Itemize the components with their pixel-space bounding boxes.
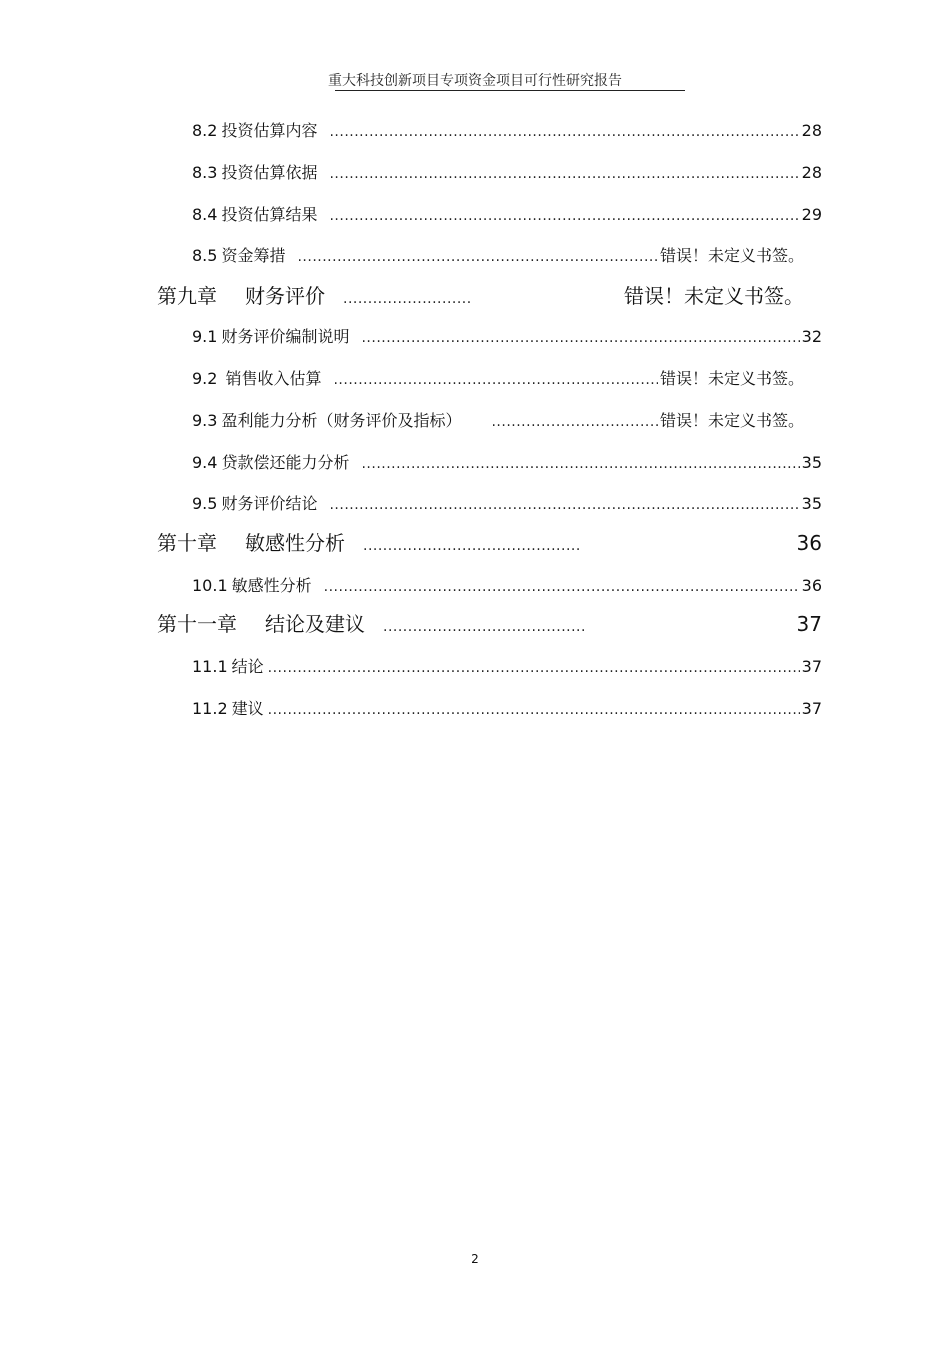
toc-chapter-title: 结论及建议 (265, 612, 365, 636)
toc-entry-page: 37 (801, 657, 822, 676)
toc-chapter-page: 37 (796, 612, 822, 636)
toc-entry-number: 8.5 (192, 246, 218, 265)
toc-dot-leader (333, 372, 658, 388)
toc-entry-page: 错误！未定义书签。 (659, 246, 804, 265)
toc-entry-page: 32 (801, 327, 822, 346)
toc-chapter-9[interactable] (157, 280, 822, 312)
toc-chapter-10[interactable] (157, 527, 822, 559)
toc-entry-page: 29 (801, 205, 822, 224)
toc-entry-number: 10.1 (192, 576, 228, 595)
toc-chapter-number: 第十章 (157, 531, 217, 555)
toc-entry-10-1[interactable] (192, 573, 822, 599)
toc-entry-page: 错误！未定义书签。 (659, 411, 804, 430)
toc-chapter-number: 第九章 (157, 284, 217, 308)
toc-chapter-number: 第十一章 (157, 612, 237, 636)
toc-entry-8-2[interactable] (192, 118, 822, 144)
toc-entry-9-2[interactable] (192, 366, 822, 392)
toc-entry-number: 9.5 (192, 494, 218, 513)
toc-entry-number: 9.2 (192, 369, 218, 388)
toc-entry-title: 敏感性分析 (231, 576, 312, 595)
toc-dot-leader (329, 124, 799, 140)
toc-entry-title: 贷款偿还能力分析 (221, 453, 350, 472)
running-header: 重大科技创新项目专项资金项目可行性研究报告 (328, 73, 622, 89)
toc-entry-page: 28 (801, 121, 822, 140)
toc-entry-8-4[interactable] (192, 202, 822, 228)
toc-chapter-11[interactable] (157, 608, 822, 640)
toc-entry-8-3[interactable] (192, 160, 822, 186)
toc-entry-title: 建议 (231, 699, 264, 718)
toc-dot-leader (361, 456, 799, 472)
toc-entry-11-1[interactable] (192, 654, 822, 680)
toc-entry-page: 36 (801, 576, 822, 595)
toc-entry-number: 8.2 (192, 121, 218, 140)
toc-entry-page: 35 (801, 494, 822, 513)
toc-entry-page: 错误！未定义书签。 (659, 369, 804, 388)
toc-entry-title: 投资估算依据 (221, 163, 318, 182)
toc-entry-title: 销售收入估算 (225, 369, 322, 388)
toc-entry-9-1[interactable] (192, 324, 822, 350)
toc-dot-leader (363, 538, 579, 554)
toc-dot-leader (491, 414, 658, 430)
toc-dot-leader (329, 208, 799, 224)
toc-entry-title: 财务评价结论 (221, 494, 318, 513)
toc-dot-leader (383, 619, 587, 635)
toc-chapter-page: 错误！未定义书签。 (624, 284, 804, 308)
toc-dot-leader (268, 660, 800, 676)
toc-entry-page: 28 (801, 163, 822, 182)
toc-entry-title: 结论 (231, 657, 264, 676)
header-rule (335, 90, 685, 91)
toc-entry-9-5[interactable] (192, 491, 822, 517)
toc-chapter-page: 36 (796, 531, 822, 555)
toc-entry-title: 投资估算内容 (221, 121, 318, 140)
toc-dot-leader (329, 497, 799, 513)
toc-dot-leader (324, 579, 800, 595)
toc-entry-title: 财务评价编制说明 (221, 327, 350, 346)
toc-entry-11-2[interactable] (192, 696, 822, 722)
toc-entry-number: 11.2 (192, 699, 228, 718)
toc-entry-number: 9.1 (192, 327, 218, 346)
toc-dot-leader (268, 702, 800, 718)
toc-entry-9-4[interactable] (192, 450, 822, 476)
toc-dot-leader (361, 330, 799, 346)
toc-entry-number: 8.4 (192, 205, 218, 224)
page-number: 2 (471, 1252, 479, 1266)
toc-dot-leader (343, 291, 471, 307)
toc-entry-title: 盈利能力分析（财务评价及指标） (221, 411, 462, 430)
toc-entry-title: 资金筹措 (221, 246, 286, 265)
toc-entry-page: 37 (801, 699, 822, 718)
toc-entry-9-3[interactable] (192, 408, 822, 434)
toc-dot-leader (329, 166, 799, 182)
toc-entry-title: 投资估算结果 (221, 205, 318, 224)
toc-entry-page: 35 (801, 453, 822, 472)
toc-chapter-title: 财务评价 (245, 284, 325, 308)
toc-dot-leader (297, 249, 658, 265)
toc-entry-number: 9.4 (192, 453, 218, 472)
toc-entry-number: 11.1 (192, 657, 228, 676)
toc-chapter-title: 敏感性分析 (245, 531, 345, 555)
toc-entry-number: 9.3 (192, 411, 218, 430)
toc-entry-number: 8.3 (192, 163, 218, 182)
toc-entry-8-5[interactable] (192, 243, 822, 269)
